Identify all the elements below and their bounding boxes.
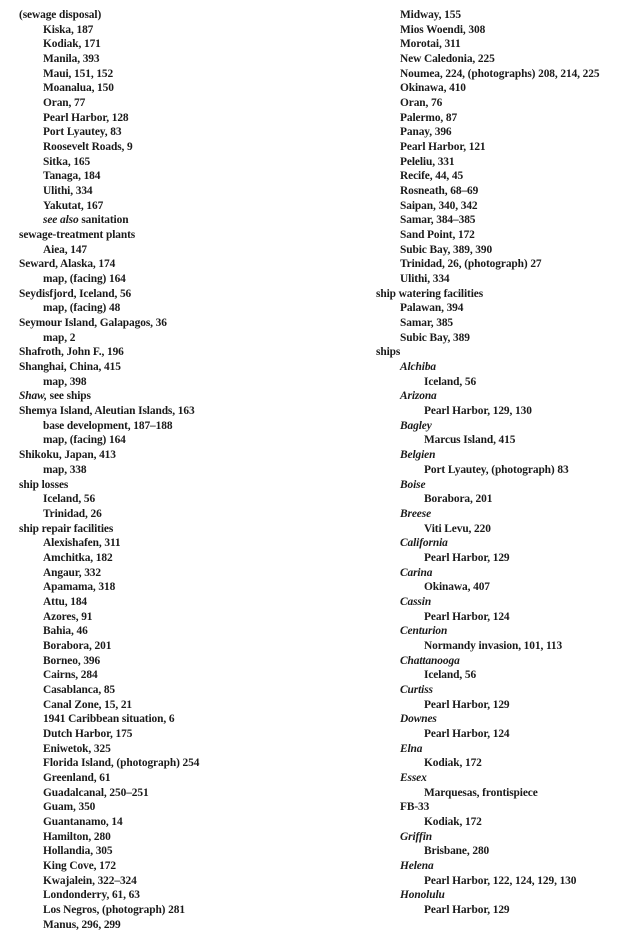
index-heading: Shanghai, China, 415 [19,361,121,374]
index-subentry: Sand Point, 172 [400,229,475,242]
index-subentry: Iceland, 56 [43,493,96,506]
index-subentry: Carina [400,566,433,579]
index-subentry: Alexishafen, 311 [43,537,121,550]
index-subentry: Pearl Harbor, 122, 124, 129, 130 [424,874,577,887]
index-subentry: Yakutat, 167 [43,199,104,212]
index-subentry: Cassin [400,595,432,608]
index-subentry: Palawan, 394 [400,302,464,315]
index-subentry: Rosneath, 68–69 [400,185,479,198]
index-subentry: Panay, 396 [400,126,452,139]
index-subentry: Kiska, 187 [43,23,94,36]
index-subentry: Morotai, 311 [400,38,461,51]
index-subentry: Londonderry, 61, 63 [43,889,140,902]
index-subentry: Viti Levu, 220 [424,522,491,535]
index-subentry: Iceland, 56 [424,669,477,682]
index-subentry: Iceland, 56 [424,375,477,388]
index-subentry: Centurion [400,625,448,638]
index-heading: ship watering facilities [376,287,484,300]
index-subentry: New Caledonia, 225 [400,53,495,66]
index-subentry: map, (facing) 164 [43,273,126,286]
index-subentry: Apamama, 318 [43,581,116,594]
index-subentry: base development, 187–188 [43,419,173,432]
index-subentry: Samar, 385 [400,317,454,330]
index-subentry: Port Lyautey, 83 [43,126,122,139]
index-subentry: Elna [400,742,423,755]
index-subentry: Guadalcanal, 250–251 [43,786,149,799]
index-subentry: Chattanooga [400,654,460,667]
index-subentry: Pearl Harbor, 121 [400,141,486,154]
index-subentry: Ulithi, 334 [43,185,93,198]
index-subentry: Noumea, 224, (photographs) 208, 214, 225 [400,67,600,80]
index-subentry: Curtiss [400,683,433,696]
index-subentry: Arizona [400,390,437,403]
index-heading: (sewage disposal) [19,9,102,21]
index-subentry: Borneo, 396 [43,654,101,667]
index-subentry: Recife, 44, 45 [400,170,464,183]
index-subentry: King Cove, 172 [43,859,116,872]
index-subentry: Kodiak, 172 [424,757,482,770]
index-subentry: Casablanca, 85 [43,683,116,696]
index-subentry: Marcus Island, 415 [424,434,516,447]
index-subentry: Attu, 184 [43,595,88,608]
index-subentry: Oran, 77 [43,97,86,110]
index-subentry: Normandy invasion, 101, 113 [424,639,563,652]
index-subentry: Azores, 91 [43,610,93,623]
index-subentry: Griffin [400,830,433,843]
index-subentry: map, 398 [43,375,87,388]
index-subentry: Pearl Harbor, 129 [424,698,510,711]
index-subentry: California [400,537,448,550]
index-column-right [376,8,638,918]
index-subentry: Guantanamo, 14 [43,815,123,828]
index-subentry: Okinawa, 407 [424,581,490,594]
index-subentry: Amchitka, 182 [43,551,113,564]
index-heading: Shaw, see ships [19,390,91,403]
index-subentry: Okinawa, 410 [400,82,466,95]
index-subentry: Cairns, 284 [43,669,98,682]
index-subentry: Canal Zone, 15, 21 [43,698,133,711]
index-subentry: Bagley [400,419,432,432]
index-subentry: Tanaga, 184 [43,170,101,183]
index-subentry: Alchiba [400,361,437,374]
index-subentry: Saipan, 340, 342 [400,199,478,212]
index-subentry: Pearl Harbor, 124 [424,610,510,623]
index-subentry: Samar, 384–385 [400,214,476,227]
index-heading: Shemya Island, Aleutian Islands, 163 [19,405,195,418]
index-subentry: Brisbane, 280 [424,845,490,858]
index-subentry: Oran, 76 [400,97,443,110]
index-subentry: FB-33 [400,801,430,814]
index-subentry: Manus, 296, 299 [43,918,121,931]
index-subentry: Subic Bay, 389, 390 [400,243,493,256]
index-subentry: Marquesas, frontispiece [424,786,538,799]
index-subentry: Belgien [400,449,436,462]
index-heading: Shafroth, John F., 196 [19,346,124,359]
index-subentry: Pearl Harbor, 128 [43,111,129,124]
index-subentry: Pearl Harbor, 129, 130 [424,405,532,418]
index-subentry: Essex [400,771,427,784]
index-subentry: Los Negros, (photograph) 281 [43,903,185,916]
index-subentry: Ulithi, 334 [400,273,450,286]
index-subentry: Greenland, 61 [43,771,111,784]
index-subentry: Honolulu [400,889,445,902]
index-subentry: Midway, 155 [400,9,461,21]
index-subentry: Florida Island, (photograph) 254 [43,757,200,770]
index-heading: Seward, Alaska, 174 [19,258,116,271]
index-subentry: Maui, 151, 152 [43,67,114,80]
index-heading: ship repair facilities [19,522,114,535]
index-subentry: Helena [400,859,434,872]
index-subentry: Eniwetok, 325 [43,742,111,755]
index-heading: sewage-treatment plants [19,229,136,242]
index-heading: Seydisfjord, Iceland, 56 [19,287,132,300]
index-subentry: map, (facing) 48 [43,302,121,315]
index-subentry: Subic Bay, 389 [400,331,470,344]
index-heading: ships [376,346,401,359]
index-subentry: Guam, 350 [43,801,96,814]
index-subentry: Trinidad, 26 [43,507,102,520]
index-subentry: Moanalua, 150 [43,82,114,95]
index-subentry: Boise [400,478,426,491]
index-subentry: Kodiak, 171 [43,38,101,51]
index-subentry: Angaur, 332 [43,566,101,579]
index-heading: Shikoku, Japan, 413 [19,449,116,462]
index-subentry: Borabora, 201 [424,493,493,506]
index-subentry: map, 2 [43,331,76,344]
index-subentry: Breese [400,507,432,520]
index-subentry: Mios Woendi, 308 [400,23,486,36]
index-subentry: map, 338 [43,463,87,476]
index-subentry: Pearl Harbor, 129 [424,551,510,564]
index-subentry: see also sanitation [43,214,129,227]
index-subentry: Aiea, 147 [43,243,88,256]
index-subentry: Hollandia, 305 [43,845,113,858]
index-subentry: Palermo, 87 [400,111,458,124]
index-subentry: Kodiak, 172 [424,815,482,828]
index-subentry: map, (facing) 164 [43,434,126,447]
index-subentry: Sitka, 165 [43,155,91,168]
index-subentry: Manila, 393 [43,53,100,66]
index-subentry: Borabora, 201 [43,639,112,652]
index-subentry: Trinidad, 26, (photograph) 27 [400,258,542,271]
index-subentry: Pearl Harbor, 129 [424,903,510,916]
index-subentry: Port Lyautey, (photograph) 83 [424,463,569,476]
index-column-left [19,8,369,932]
index-subentry: Dutch Harbor, 175 [43,727,133,740]
index-subentry: Downes [400,713,437,726]
index-subentry: Pearl Harbor, 124 [424,727,510,740]
index-heading: ship losses [19,478,69,491]
index-subentry: Bahia, 46 [43,625,88,638]
index-subentry: Hamilton, 280 [43,830,111,843]
index-subentry: 1941 Caribbean situation, 6 [43,713,175,726]
index-subentry: Peleliu, 331 [400,155,455,168]
index-subentry: Kwajalein, 322–324 [43,874,137,887]
index-heading: Seymour Island, Galapagos, 36 [19,317,167,330]
index-subentry: Roosevelt Roads, 9 [43,141,133,154]
